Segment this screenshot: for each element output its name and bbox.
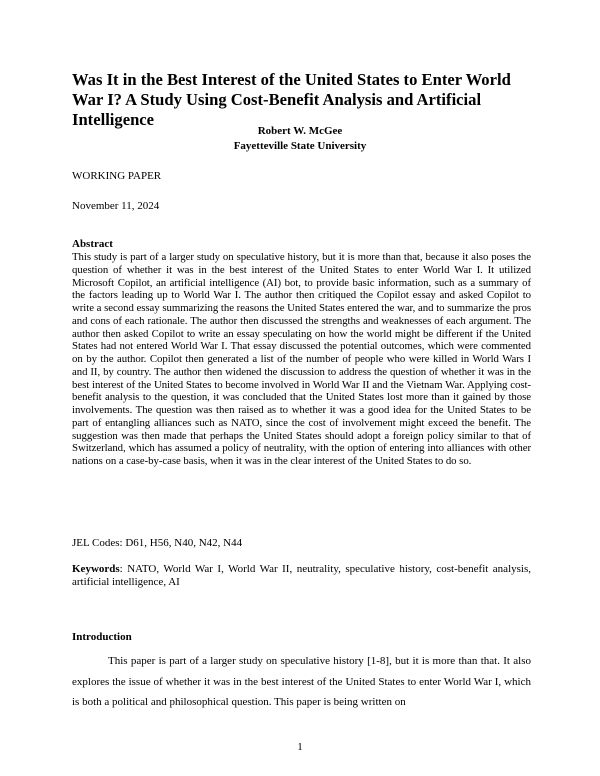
paper-type: WORKING PAPER (72, 170, 162, 182)
keywords (72, 563, 531, 589)
paper-title: Was It in the Best Interest of the United States to Enter World War I? A Study Using Cost-Benefit Analysis and Artificial Intelligence (72, 70, 511, 129)
abstract-text: This study is part of a larger study on speculative history, but it is more than that, because it also poses the question of whether it was in the best interest of the United States to enter World War I. It utilized Microsoft Copilot, an artificial intelligence (AI) bot, to provide basic information, such as a summary of the factors leading up to World War I. The author then critiqued the Copilot essay and asked Copilot to write a second essay summarizing the reasons the United States entered the war, and to summarize the pros and cons of each rationale. The author then discussed the strengths and weaknesses of each argument. The author then asked Copilot to write an essay speculating on how the world might be different if the United States had not entered World War I. That essay discussed the potential outcomes, which were commented on by the author. Copilot then generated a list of the number of people who were killed in World Wars I and II, by country. The author then widened the discussion to address the question of whether it was in the best interest of the United States to become involved in World War II and the Vietnam War. Applying cost-benefit analysis to the question, it was concluded that the United States lost more than it gained by those involvements. The question was then raised as to whether it was a good idea for the United States to be part of entangling alliances such as NATO, since the cost of involvement might exceed the benefit. The suggestion was then made that perhaps the United States should adopt a foreign policy similar to that of Switzerland, which has assumed a policy of neutrality, with the option of entering into alliances with other nations on a case-by-case basis, when it was in the clear interest of the United States to do so. (72, 251, 531, 467)
author-name: Robert W. McGee (257, 125, 343, 137)
introduction-text: This paper is part of a larger study on speculative history [1-8], but it is more than that. It also explores the issue of whether it was in the best interest of the United States to enter World War I, which is both a political and philosophical question. This paper is being written on (72, 655, 531, 708)
paper-date: November 11, 2024 (72, 200, 160, 212)
author-block (0, 124, 600, 153)
jel-codes: JEL Codes: D61, H56, N40, N42, N44 (72, 537, 243, 549)
introduction-heading: Introduction (72, 631, 132, 643)
keywords-label: Keywords (72, 563, 120, 575)
author-affiliation: Fayetteville State University (233, 139, 367, 152)
keywords-list: : NATO, World War I, World War II, neutrality, speculative history, cost-benefit analysis, artificial intelligence, AI (72, 563, 531, 588)
abstract-heading: Abstract (72, 238, 113, 250)
page-number: 1 (297, 741, 303, 753)
